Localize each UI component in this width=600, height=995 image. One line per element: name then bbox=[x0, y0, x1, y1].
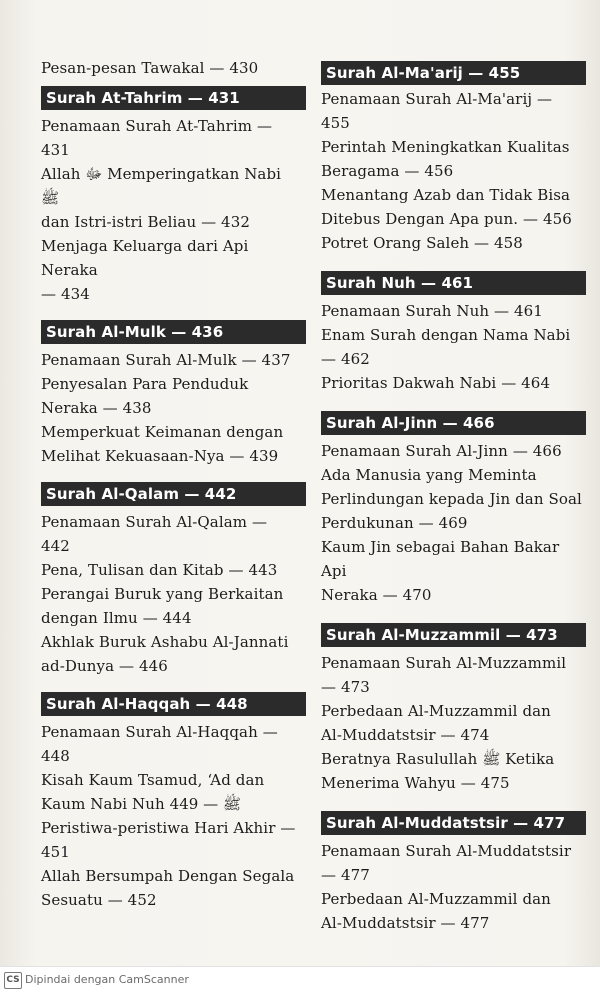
section-header-al-jinn: Surah Al-Jinn — 466 bbox=[321, 411, 586, 435]
scanner-watermark-text: Dipindai dengan CamScanner bbox=[25, 973, 189, 986]
toc-left-column bbox=[41, 56, 303, 912]
toc-entry: Al-Muddatstsir — 477 bbox=[321, 914, 490, 932]
toc-entry: Perintah Meningkatkan Kualitas bbox=[321, 138, 570, 156]
toc-entry: ad-Dunya — 446 bbox=[41, 657, 168, 675]
section-entries bbox=[41, 114, 303, 306]
toc-entry: Pesan-pesan Tawakal — 430 bbox=[41, 59, 259, 77]
section-entries bbox=[41, 720, 303, 912]
toc-entry: Neraka — 438 bbox=[41, 399, 152, 417]
section-entries bbox=[321, 439, 583, 607]
toc-entry: Sesuatu — 452 bbox=[41, 891, 157, 909]
toc-entry: Potret Orang Saleh — 458 bbox=[321, 234, 523, 252]
toc-entry: Penamaan Surah At-Tahrim — bbox=[41, 117, 273, 135]
toc-entry: Penamaan Surah Al-Jinn — 466 bbox=[321, 442, 562, 460]
toc-entry: Penamaan Surah Al-Muzzammil bbox=[321, 654, 567, 672]
section-header-al-haqqah: Surah Al-Haqqah — 448 bbox=[41, 692, 306, 716]
toc-entry: — 477 bbox=[321, 866, 370, 884]
toc-entry: Allah ﷻ Memperingatkan Nabi ﷺ bbox=[41, 165, 282, 207]
toc-entry: Perbedaan Al-Muzzammil dan bbox=[321, 702, 551, 720]
toc-entry: Ditebus Dengan Apa pun. — 456 bbox=[321, 210, 572, 228]
toc-entry: Kaum Jin sebagai Bahan Bakar Api bbox=[321, 538, 560, 580]
toc-entry: dengan Ilmu — 444 bbox=[41, 609, 192, 627]
toc-entry: Peristiwa-peristiwa Hari Akhir — bbox=[41, 819, 296, 837]
toc-entry: Beragama — 456 bbox=[321, 162, 454, 180]
toc-entry: Prioritas Dakwah Nabi — 464 bbox=[321, 374, 551, 392]
toc-entry: Penamaan Surah Al-Haqqah — bbox=[41, 723, 278, 741]
section-header-nuh: Surah Nuh — 461 bbox=[321, 271, 586, 295]
toc-entry: Al-Muddatstsir — 474 bbox=[321, 726, 490, 744]
toc-entry: Menerima Wahyu — 475 bbox=[321, 774, 510, 792]
toc-entry: Kisah Kaum Tsamud, ‘Ad dan bbox=[41, 771, 265, 789]
toc-entry: Penamaan Surah Al-Muddatstsir bbox=[321, 842, 572, 860]
section-header-al-qalam: Surah Al-Qalam — 442 bbox=[41, 482, 306, 506]
toc-entry: — 462 bbox=[321, 350, 370, 368]
toc-entry: Perangai Buruk yang Berkaitan bbox=[41, 585, 284, 603]
toc-entry: Melihat Kekuasaan-Nya — 439 bbox=[41, 447, 279, 465]
toc-entry: Perdukunan — 469 bbox=[321, 514, 468, 532]
toc-right-column bbox=[321, 61, 583, 935]
toc-entry: Akhlak Buruk Ashabu Al-Jannati bbox=[41, 633, 289, 651]
toc-entry: Kaum Nabi Nuh ﷺ — 449 bbox=[41, 795, 241, 813]
section-header-al-muzzammil: Surah Al-Muzzammil — 473 bbox=[321, 623, 586, 647]
section-entries bbox=[321, 87, 583, 255]
toc-entry: — 473 bbox=[321, 678, 370, 696]
section-header-al-muddatstsir: Surah Al-Muddatstsir — 477 bbox=[321, 811, 586, 835]
toc-entry: Memperkuat Keimanan dengan bbox=[41, 423, 284, 441]
toc-entry: Pena, Tulisan dan Kitab — 443 bbox=[41, 561, 278, 579]
toc-entry: Penamaan Surah Al-Mulk — 437 bbox=[41, 351, 291, 369]
toc-entry: Enam Surah dengan Nama Nabi bbox=[321, 326, 571, 344]
section-entries bbox=[321, 299, 583, 395]
section-header-at-tahrim: Surah At-Tahrim — 431 bbox=[41, 86, 306, 110]
section-entries bbox=[321, 839, 583, 935]
toc-entry: Allah Bersumpah Dengan Segala bbox=[41, 867, 295, 885]
toc-entry: Menantang Azab dan Tidak Bisa bbox=[321, 186, 571, 204]
toc-entry: 451 bbox=[41, 843, 70, 861]
toc-entry: 455 bbox=[321, 114, 350, 132]
section-entries bbox=[321, 651, 583, 795]
toc-entry: dan Istri-istri Beliau — 432 bbox=[41, 213, 250, 231]
toc-entry: Menjaga Keluarga dari Api Neraka bbox=[41, 237, 249, 279]
camscanner-logo-icon: CS bbox=[4, 972, 22, 989]
toc-entry: 442 bbox=[41, 537, 70, 555]
toc-entry: Ada Manusia yang Meminta bbox=[321, 466, 537, 484]
section-entries bbox=[41, 348, 303, 468]
section-entries bbox=[41, 510, 303, 678]
toc-entry: Perbedaan Al-Muzzammil dan bbox=[321, 890, 551, 908]
toc-entry: Penamaan Surah Al-Qalam — bbox=[41, 513, 268, 531]
section-header-al-maarij: Surah Al-Ma'arij — 455 bbox=[321, 61, 586, 85]
toc-entry: Penyesalan Para Penduduk bbox=[41, 375, 249, 393]
toc-entry: 448 bbox=[41, 747, 70, 765]
toc-entry: Penamaan Surah Al-Ma'arij — bbox=[321, 90, 553, 108]
toc-entry: Penamaan Surah Nuh — 461 bbox=[321, 302, 543, 320]
section-header-al-mulk: Surah Al-Mulk — 436 bbox=[41, 320, 306, 344]
toc-entry: Neraka — 470 bbox=[321, 586, 432, 604]
toc-entry: Perlindungan kepada Jin dan Soal bbox=[321, 490, 582, 508]
toc-entry: 431 bbox=[41, 141, 70, 159]
toc-entry: — 434 bbox=[41, 285, 90, 303]
toc-entry: Beratnya Rasulullah ﷺ Ketika bbox=[321, 750, 555, 768]
